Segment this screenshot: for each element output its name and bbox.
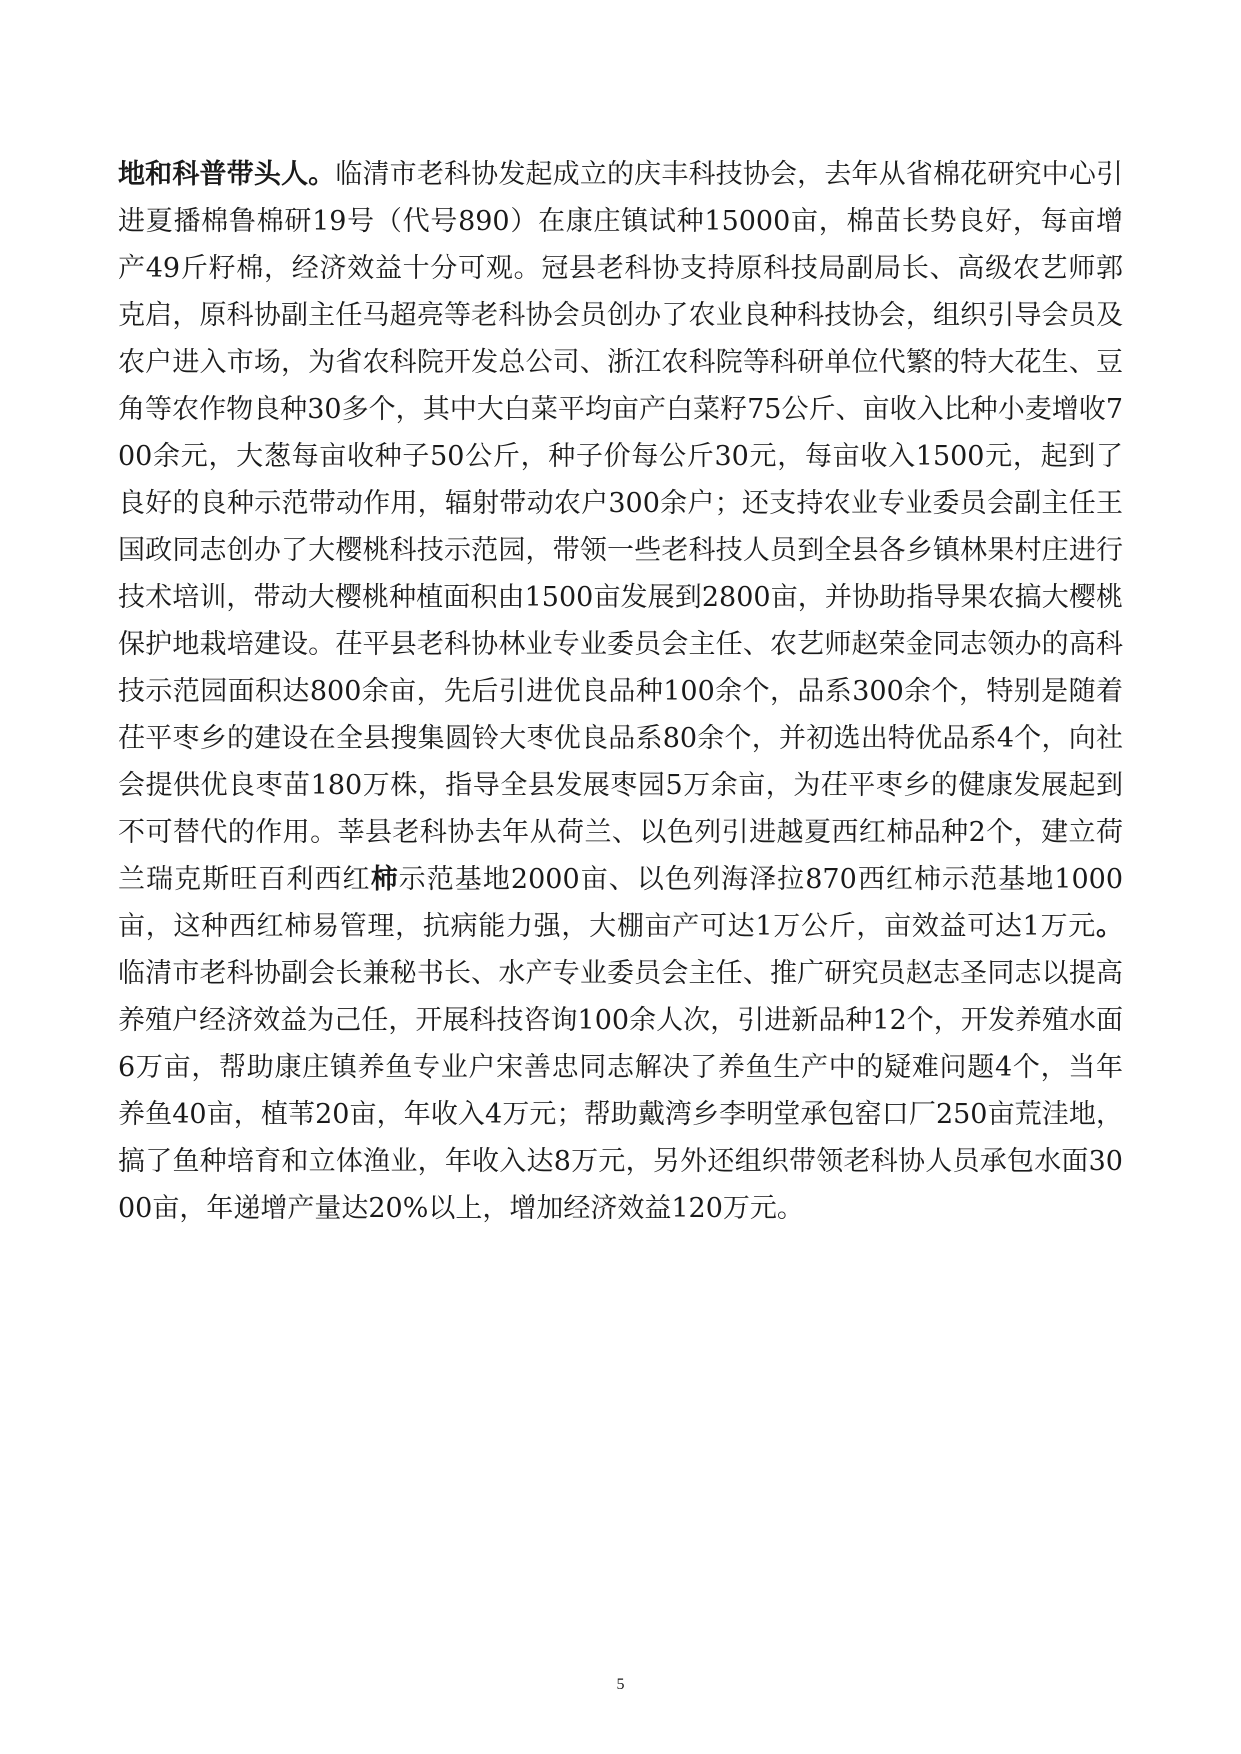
paragraph-text-part2: 示范基地2000亩、以色列海泽拉870西红柿示范基地1000亩，这种西红柿易管理，抗病能力强，大棚亩产可达1万公斤，亩效益可达1万元 [118,864,1124,942]
emphasized-character: 柿 [370,864,399,895]
paragraph-text-part3: 临清市老科协副会长兼秘书长、水产专业委员会主任、推广研究员赵志圣同志以提高养殖户经济效益为己任，开展科技咨询100余人次，引进新品种12个，开发养殖水面6万亩，帮助康庄镇养鱼专业户宋善忠同志解决了养鱼生产中的疑难问题4个，当年养鱼40亩，植苇20亩，年收入4万元；帮助戴湾乡李明堂承包窑口厂250亩荒洼地，搞了鱼种培育和立体渔业，年收入达8万元，另外还组织带领老科协人员承包水面3000亩，年递增产量达20%以上，增加经济效益120万元。 [118,958,1123,1224]
emphasized-period: 。 [1096,911,1123,942]
body-paragraph [118,151,1123,1232]
page-number: 5 [616,1676,625,1693]
lead-heading: 地和科普带头人。 [118,159,336,190]
paragraph-text-part1: 临清市老科协发起成立的庆丰科技协会，去年从省棉花研究中心引进夏播棉鲁棉研19号（代号890）在康庄镇试种15000亩，棉苗长势良好，每亩增产49斤籽棉，经济效益十分可观。冠县老科协支持原科技局副局长、高级农艺师郭克启，原科协副主任马超亮等老科协会员创办了农业良种科技协会，组织引导会员及农户进入市场，为省农科院开发总公司、浙江农科院等科研单位代繁的特大花生、豆角等农作物良种30多个，其中大白菜平均亩产白菜籽75公斤、亩收入比种小麦增收700余元，大葱每亩收种子50公斤，种子价每公斤30元，每亩收入1500元，起到了良好的良种示范带动作用，辐射带动农户300余户；还支持农业专业委员会副主任王国政同志创办了大樱桃科技示范园，带领一些老科技人员到全县各乡镇林果村庄进行技术培训，带动大樱桃种植面积由1500亩发展到2800亩，并协助指导果农搞大樱桃保护地栽培建设。茌平县老科协林业专业委员会主任、农艺师赵荣金同志领办的高科技示范园面积达800余亩，先后引进优良品种100余个，品系300余个，特别是随着茌平枣乡的建设在全县搜集圆铃大枣优良品系80余个，并初选出特优品系4个，向社会提供优良枣苗180万株，指导全县发展枣园5万余亩，为茌平枣乡的健康发展起到不可替代的作用。莘县老科协去年从荷兰、以色列引进越夏西红柿品种2个，建立荷兰瑞克斯旺百利西红 [118,159,1124,895]
